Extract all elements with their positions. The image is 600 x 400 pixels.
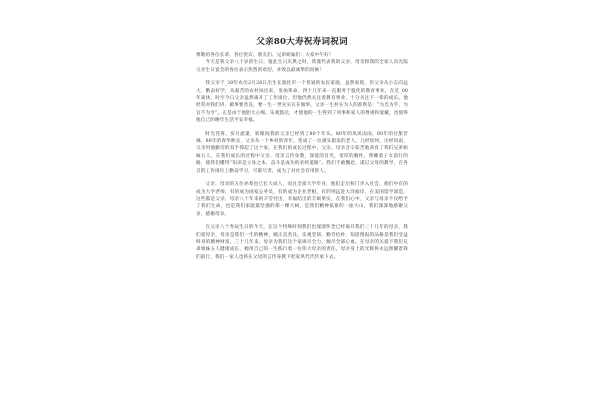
mother-paragraph: 在父亲八十寿辰生日的今天，在这个特殊时刻我们也深深怀念已经离开我们三十几年的母亲，我们爱母亲，母亲是我们一生的精神，她正直善良、乐观坚韧、勤劳俭朴，知恩图报的品格是我们受益终身的精神财富。三十几年来，母亲为我们这个家竭尽全力，倾尽全部心血。在母亲的关爱下我们兄弟姐妹五人健康成长，她用自己的一生践行着一位伟大母亲的责任，母亲身上的光辉将永远照耀着我们前行，我们一家人也将在父母的言传身教下把家风代代传承下去。: [196, 225, 408, 260]
biography-paragraph: 我父亲于_30年农历2月26日出生在敦化市一个普通的农民家庭，虽然家境，但父亲从小志向远大，勤奋好学，从艰苦的农村闯出来，参加革命，四十几年来一直服务于敦化的教育事业，在近_00年离休。时至今日父亲虽然离开了工作岗位，但他仍然关注着教育事业，十分关注下一辈的成长。他经常对我们讲，做事要善良，要一生一世实实在在做事，父亲一生朴实为人的准则是：“为氏为乎，为官不为令”。正是由于他胆大心细、乐观豁达，才使他的一生得到了同事和家人的尊重和爱戴，也使得他自己的晚年生活平安幸福。: [196, 81, 408, 124]
greeting-paragraph: 尊敬的各位长辈、各位贵宾、朋友们、兄弟姐妹们：大家中午好！: [196, 53, 334, 58]
document-page: [196, 36, 408, 400]
grandchildren-paragraph: 父亲、母亲的五位孙辈也已长大成人，而且全部大学毕业，他们走出校门步入社会，他们中有的成为大学老师，有的成为国家公务员，有的成为企业老板，有的则远赴大洋彼岸，在美国留学深造，这些都是父亲、母亲八十年来的辛劳付出，幸福结出的丰硕果实，在我们心中，父亲与母亲不仅给予了我们生命，也是我们家庭最坚强的那一棵大树，是我们精神依靠的一座大山，我们深深地感谢父亲，感谢母亲。: [196, 182, 408, 217]
welcome-paragraph: 今天是我父亲八十岁的生日，值此生日庆典之时，我谨代表我的父亲、母亲和我的全家人向光临父亲生日宴会的各位表示热烈的欢迎，并致以最诚挚的问候！: [196, 60, 408, 73]
years-paragraph: 时光荏苒，岁月流逝，转眼间我的父亲已经到了80个年头。80年的风风雨雨，80年的甘甜苦辣。80年的春华秋实，父亲从一个乡村的青年，变成了一位满头银发的老人，几经坎坷，历经风雨，父亲用他勤劳的双手撑起了这个家，在我们的成长过程中，父亲、母亲含辛茹苦地养育了我们兄弟姐妹五人，在我们成长的过程中父亲、母亲言传身教，深爱的目光，宽厚的胸怀，照耀着子女前行的路，使我们懂得“知识是立身之本，奋斗是成功的必经道路”。我们不敢懈怠，谨记父母的教导，在各自的工作岗位上勤奋学习，尽职尽责，成为了对社会有用的人。: [196, 131, 408, 174]
document-title: 父亲80大寿祝寿词祝词: [256, 37, 348, 47]
